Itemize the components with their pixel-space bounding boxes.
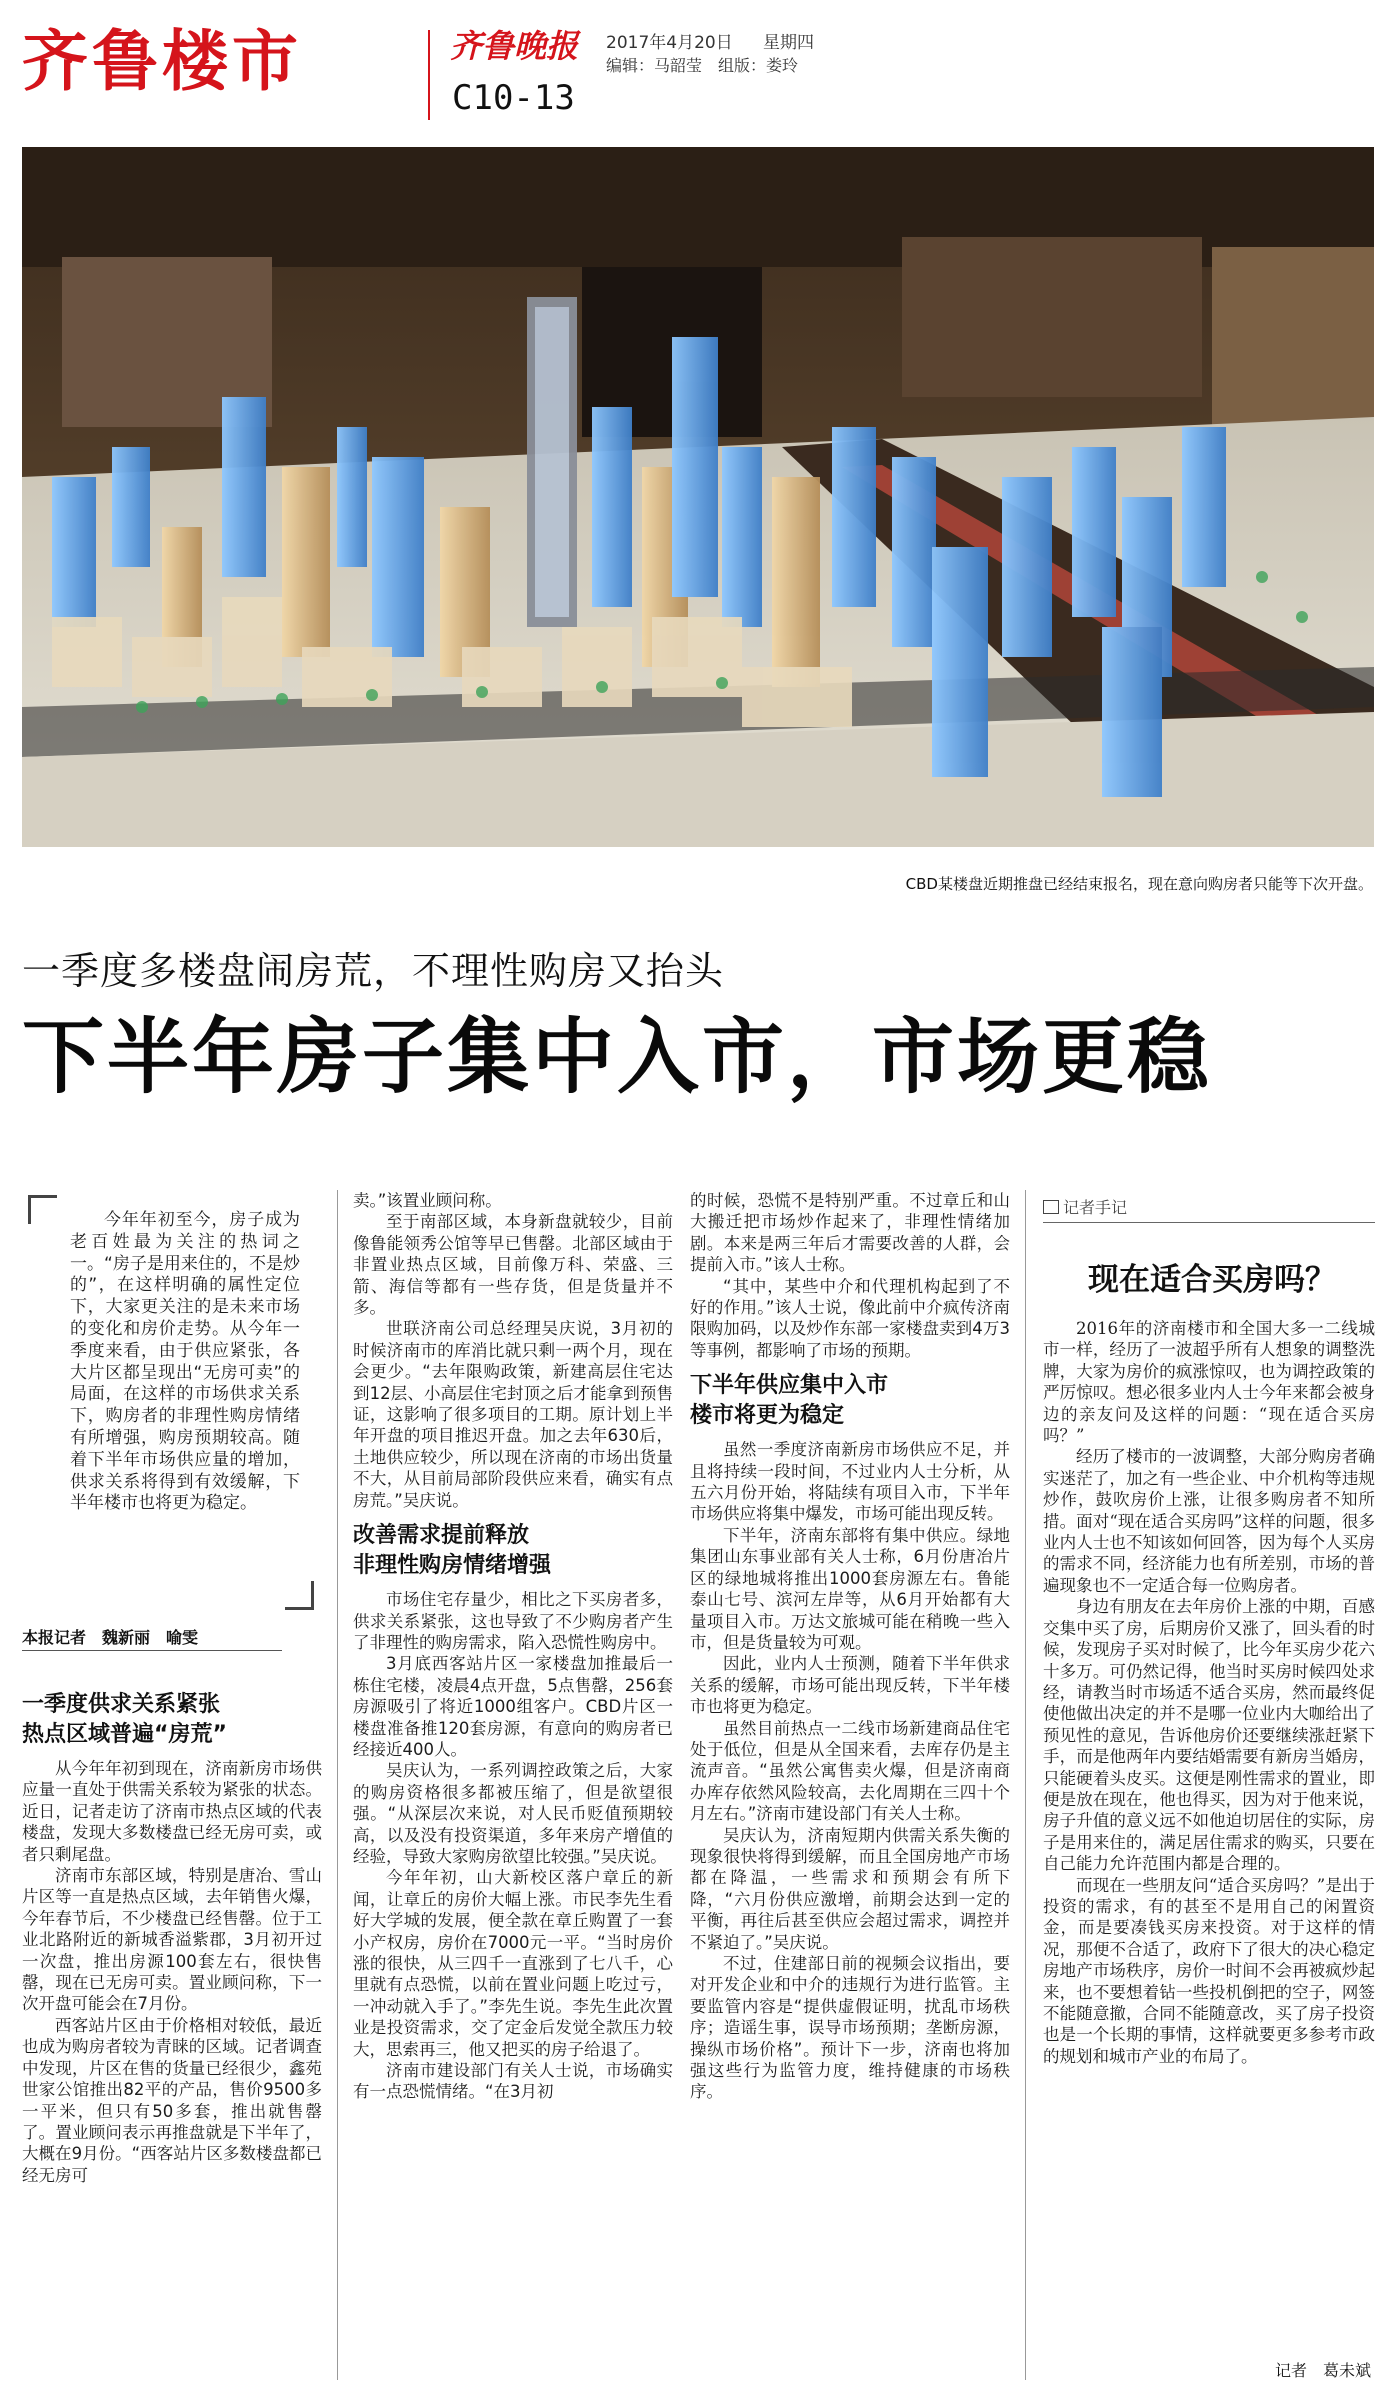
body-paragraph: 卖。”该置业顾问称。 <box>353 1191 502 1210</box>
body-paragraph: 至于南部区域，本身新盘就较少，目前像鲁能领秀公馆等早已售罄。北部区域由于非置业热点区域，目前像万科、荣盛、三箭、海信等都有一些存货，但是货量并不多。 <box>353 1212 673 1318</box>
body-paragraph: 虽然目前热点一二线市场新建商品住宅处于低位，但是从全国来看，去库存仍是主流声音。“虽然公寓售卖火爆，但是济南商办库存依然风险较高，去化周期在三四十个月左右。”济南市建设部门有关人士称。 <box>690 1718 1010 1824</box>
body-paragraph: “其中，某些中介和代理机构起到了不好的作用。”该人士说，像此前中介疯传济南限购加码，以及炒作东部一家楼盘卖到4万3等事例，都影响了市场的预期。 <box>690 1276 1010 1360</box>
article-headline: 下半年房子集中入市，市场更稳 <box>22 1010 1213 1105</box>
body-paragraph: 吴庆认为，一系列调控政策之后，大家的购房资格很多都被压缩了，但是欲望很强。“从深层次来说，对人民币贬值预期较高，以及没有投资渠道，多年来房产增值的经验，导致大家购房欲望比较强。”吴庆说。 <box>353 1761 673 1866</box>
paper-logo: 齐鲁晚报 <box>450 27 579 65</box>
lead-paragraph: 今年年初至今，房子成为老百姓最为关注的热词之一。“房子是用来住的，不是炒的”，在这样明确的属性定位下，大家更关注的是未来市场的变化和房价走势。从今年一季度来看，由于供应紧张，各大片区都呈现出“无房可卖”的局面，在这样的市场供求关系下，购房者的非理性购房情绪有所增强，购房预期较高。随着下半年市场供应量的增加，供求关系将得到有效缓解，下半年楼市也将更为稳定。 <box>70 1210 300 1514</box>
note-tag-label: 记者手记 <box>1063 1198 1128 1217</box>
body-paragraph: 3月底西客站片区一家楼盘加推最后一栋住宅楼，凌晨4点开盘，5点售罄，256套房源吸引了将近1000组客户。CBD片区一楼盘准备推120套房源，有意向的购房者已经接近400人。 <box>353 1654 673 1759</box>
section-heading-demand: 改善需求提前释放 非理性购房情绪增强 <box>353 1523 552 1579</box>
column-2 <box>353 1190 673 2103</box>
issue-weekday: 星期四 <box>763 33 814 53</box>
body-paragraph: 济南市建设部门有关人士说，市场确实有一点恐慌情绪。“在3月初 <box>353 2061 673 2102</box>
article-subheadline: 一季度多楼盘闹房荒，不理性购房又抬头 <box>22 949 725 993</box>
frame-corner-top-left <box>28 1195 57 1224</box>
body-paragraph: 济南市东部区域，特别是唐冶、雪山片区等一直是热点区域，去年销售火爆，今年春节后，不少楼盘已经售罄。位于工业北路附近的新城香溢紫郡，3月初开过一次盘，推出房源100套左右，很快售罄，现在已无房可卖。置业顾问称，下一次开盘可能会在7月份。 <box>22 1866 322 2014</box>
section-heading-supply: 一季度供求关系紧张 热点区域普遍“房荒” <box>22 1692 227 1747</box>
body-paragraph: 西客站片区由于价格相对较低，最近也成为购房者较为青睐的区域。记者调查中发现，片区在售的货量已经很少，鑫苑世家公馆推出82平的产品，售价9500多一平米，但只有50多套，推出就售罄了。置业顾问表示再推盘就是下半年了，大概在9月份。“西客站片区多数楼盘都已经无房可 <box>22 2015 322 2185</box>
body-paragraph: 吴庆认为，济南短期内供需关系失衡的现象很快将得到缓解，而且全国房地产市场都在降温，一些需求和预期会有所下降，“六月份供应激增，前期会达到一定的平衡，再往后甚至供应会超过需求，调控并不紧迫了。”吴庆说。 <box>690 1825 1010 1952</box>
body-paragraph: 的时候，恐慌不是特别严重。不过章丘和山大搬迁把市场炒作起来了，非理性情绪加剧。本来是两三年后才需要改善的人群，会提前入市。”该人士称。 <box>690 1191 1010 1275</box>
byline-rule <box>22 1650 282 1651</box>
note-paragraph: 身边有朋友在去年房价上涨的中期，百感交集中买了房，后期房价又涨了，回头看的时候，发现房子买对时候了，比今年买房少花六十多万。可仍然记得，他当时买房时候四处求经，请教当时市场适不适合买房，然而最终促使他做出决定的并不是哪一位业内大咖给出了预见性的意见，告诉他房价还要继续涨赶紧下手，而是他两年内要结婚需要有新房当婚房，只能硬着头皮买。这便是刚性需求的置业，即便是放在现在，他也得买，因为对于他来说，房子升值的意义远不如他迫切居住的实际，房子是用来住的，满足居住需求的购买，只要在自己能力允许范围内都是合理的。 <box>1043 1597 1375 1874</box>
section-heading-outlook: 下半年供应集中入市 楼市将更为稳定 <box>690 1373 889 1429</box>
reporter-note-author: 记者 葛未斌 <box>1274 2361 1371 2380</box>
issue-date: 2017年4月20日 <box>606 33 733 53</box>
editor-credits: 编辑：马韶莹 组版：娄玲 <box>606 56 799 75</box>
body-paragraph: 世联济南公司总经理吴庆说，3月初的时候济南市的库消比就只剩一两个月，现在会更少。“去年限购政策，新建高层住宅达到12层、小高层住宅封顶之后才能拿到预售证，这影响了很多项目的工期。原计划上半年开盘的项目推迟开盘。加之去年630后，土地供应较少，所以现在济南的市场出货量不大，从目前局部阶段供应来看，确实有点房荒。”吴庆说。 <box>353 1319 673 1510</box>
body-paragraph: 市场住宅存量少，相比之下买房者多，供求关系紧张，这也导致了不少购房者产生了非理性的购房需求，陷入恐慌性购房中。 <box>353 1590 673 1652</box>
column-1 <box>22 1680 322 2186</box>
body-paragraph: 从今年年初到现在，济南新房市场供应量一直处于供需关系较为紧张的状态。近日，记者走访了济南市热点区域的代表楼盘，发现大多数楼盘已经无房可卖，或者只剩尾盘。 <box>22 1759 322 1864</box>
reporter-note-body <box>1043 1318 1375 2067</box>
column-3 <box>690 1190 1010 2103</box>
body-paragraph: 虽然一季度济南新房市场供应不足，并且将持续一段时间，不过业内人士分析，从五六月份开始，将陆续有项目入市，下半年市场供应将集中爆发，市场可能出现反转。 <box>690 1440 1010 1524</box>
city-model-photo <box>22 147 1374 847</box>
section-title: 齐鲁楼市 <box>22 23 302 100</box>
note-paragraph: 经历了楼市的一波调整，大部分购房者确实迷茫了，加之有一些企业、中介机构等违规炒作，鼓吹房价上涨，让很多购房者不知所措。面对“现在适合买房吗”这样的问题，很多业内人士也不知该如何回答，因为每个人买房的需求不同，经济能力也有所差别，市场的普遍现象也不一定适合每一位购房者。 <box>1043 1447 1375 1595</box>
column-rule <box>337 1190 338 2380</box>
body-paragraph: 因此，业内人士预测，随着下半年供求关系的缓解，市场可能出现反转，下半年楼市也将更为稳定。 <box>690 1654 1010 1717</box>
body-paragraph: 下半年，济南东部将有集中供应。绿地集团山东事业部有关人士称，6月份唐冶片区的绿地城将推出1000套房源左右。鲁能泰山七号、滨河左岸等，从6月开始都有大量项目入市。万达文旅城可能在稍晚一些入市，但是货量较为可观。 <box>690 1525 1010 1652</box>
page-code: C10-13 <box>452 78 575 118</box>
photo-caption: CBD某楼盘近期推盘已经结束报名，现在意向购房者只能等下次开盘。 <box>905 875 1373 893</box>
reporter-note-tag <box>1043 1195 1127 1218</box>
note-paragraph: 2016年的济南楼市和全国大多一二线城市一样，经历了一波超乎所有人想象的调整洗牌，大家为房价的疯涨惊叹，也为调控政策的严厉惊叹。想必很多业内人士今年来都会被身边的亲友问及这样的问题：“现在适合买房吗？” <box>1043 1319 1375 1446</box>
reporter-note-title: 现在适合买房吗？ <box>1088 1262 1336 1298</box>
note-rule <box>1043 1222 1375 1223</box>
city-model-illustration <box>22 147 1374 847</box>
frame-corner-bottom-right <box>285 1581 314 1610</box>
masthead-divider <box>428 30 430 120</box>
article-byline: 本报记者 魏新丽 喻雯 <box>22 1628 199 1647</box>
column-rule <box>1025 1190 1026 2380</box>
note-icon <box>1043 1200 1059 1214</box>
note-paragraph: 而现在一些朋友问“适合买房吗？”是出于投资的需求，有的甚至不是用自己的闲置资金，而是要凑钱买房来投资。对于这样的情况，那便不合适了，政府下了很大的决心稳定房地产市场秩序，房价一时间不会再被疯炒起来，也不要想着钻一些投机倒把的空子，网签不能随意撤，合同不能随意改，买了房子投资也是一个长期的事情，这样就要更多参考市政的规划和城市产业的布局了。 <box>1043 1875 1375 2066</box>
body-paragraph: 不过，住建部日前的视频会议指出，要对开发企业和中介的违规行为进行监管。主要监管内容是“提供虚假证明，扰乱市场秩序；造谣生事，误导市场预期；垄断房源，操纵市场价格”。预计下一步，济南也将加强这些行为监管力度，维持健康的市场秩序。 <box>690 1954 1010 2102</box>
article-lead <box>70 1210 300 1515</box>
body-paragraph: 今年年初，山大新校区落户章丘的新闻，让章丘的房价大幅上涨。市民李先生看好大学城的发展，便全款在章丘购置了一套小产权房，房价在7000元一平。“当时房价涨的很快，从三四千一直涨到了七八千，心里就有点恐慌，以前在置业问题上吃过亏，一冲动就入手了。”李先生说。李先生此次置业是投资需求，交了定金后发觉全款压力较大，思索再三，他又把买的房子给退了。 <box>353 1868 673 2059</box>
